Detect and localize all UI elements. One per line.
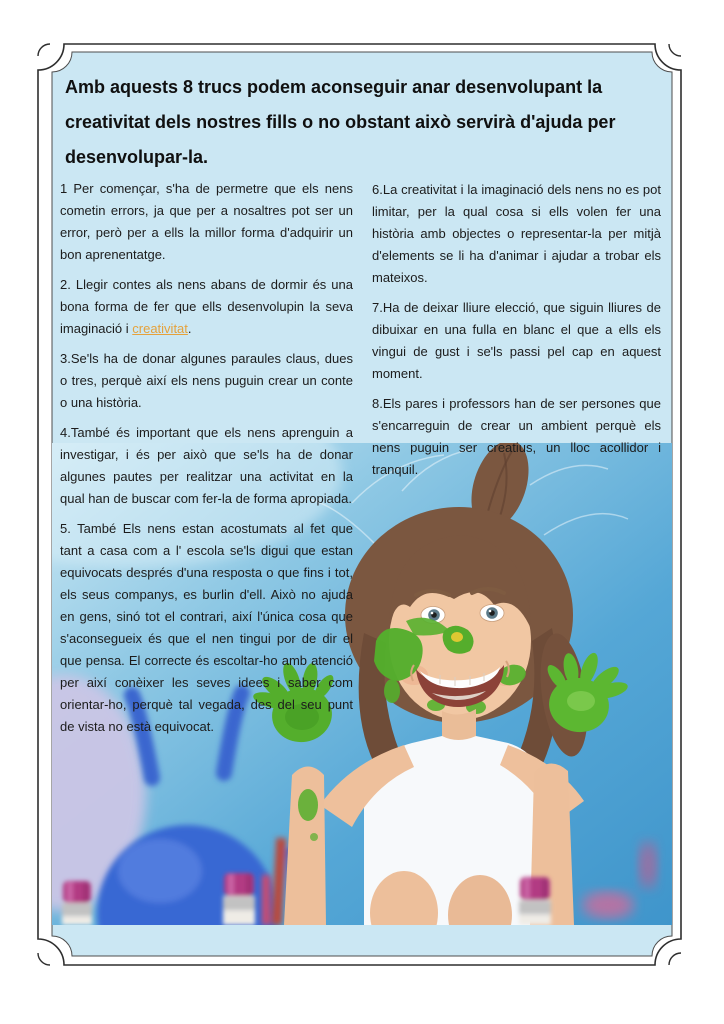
paragraph-2-end: .: [187, 321, 192, 336]
paragraph-2-text: 2. Llegir contes als nens abans de dormir és una bona forma de fer que ells desenvolupin la seva imaginació i: [60, 277, 353, 336]
page-title: Amb aquests 8 trucs podem aconseguir anar desenvolupant la creativitat dels nostres fills o no obstant això servirà d'ajuda per desenvolupar-la.: [65, 77, 616, 167]
paragraph-4: 4.També és important que els nens aprenguin a investigar, i és per això que se'ls ha de donar algunes pautes per realitzar una activitat en la qual han de buscar com fer-la de forma apropiada.: [60, 425, 353, 506]
pencil-1: [62, 881, 92, 925]
paragraph-7: 7.Ha de deixar lliure elecció, que siguin lliures de dibuixar en una fulla en blanc el que a ells els vingui de gust i se'ls passi pel cap en aquest moment.: [372, 300, 661, 381]
paragraph-3: 3.Se'ls ha de donar algunes paraules claus, dues o tres, perquè així els nens puguin crear un conte o una història.: [60, 351, 353, 410]
pencil-2: [223, 873, 255, 925]
creativitat-link[interactable]: creativitat: [132, 321, 188, 336]
pencil-3: [519, 877, 551, 925]
left-column: [60, 178, 353, 746]
paragraph-2: [60, 274, 353, 340]
paragraph-8: 8.Els pares i professors han de ser persones que s'encarreguin de crear un ambient perquè els nens puguin ser creatius, un lloc acollidor i tranquil.: [372, 396, 661, 477]
paragraph-1: 1 Per començar, s'ha de permetre que els nens cometin errors, ja que per a nosaltres pot ser un error, però per a ells la millor forma d'adquirir un bon aprenentatge.: [60, 181, 353, 262]
paragraph-5: 5. També Els nens estan acostumats al fet que tant a casa com a l' escola se'ls digui que estan equivocats després d'una resposta o que fins i tot, els seus companys, es burlin d'ell. Això no ajuda en gens, sinó tot el contrari, així l'única cosa que s'aconsegueix és que el nen tingui por de dir el que pensa. El correcte és escoltar-ho amb atenció per així conèixer les seves idees i saber com orientar-ho, perquè tal vegada, des del seu punt de vista no està equivocat.: [60, 521, 353, 734]
paragraph-6: 6.La creativitat i la imaginació dels nens no es pot limitar, per la qual cosa si ells volen fer una història amb objectes o representar-la per mitjà d'elements se li ha d'animar i ajudar a trobar els mateixos.: [372, 182, 661, 285]
right-column: [372, 179, 661, 489]
